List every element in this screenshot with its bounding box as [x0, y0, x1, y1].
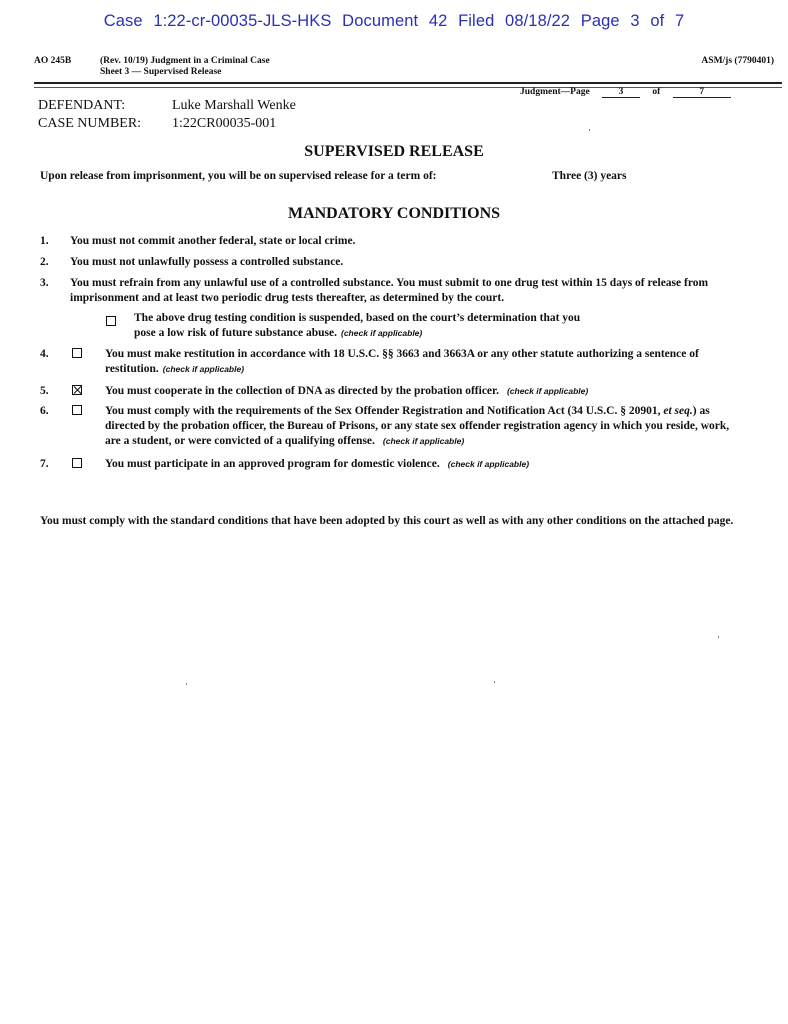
condition-7: [40, 456, 780, 472]
check-if-applicable-note: (check if applicable): [162, 364, 245, 374]
scan-speck: [186, 683, 187, 685]
judgment-page-line: [520, 87, 731, 98]
case-number-row: [38, 116, 276, 132]
scan-speck: [494, 681, 495, 683]
condition-number: 2.: [40, 256, 49, 268]
condition-text: You must participate in an approved program for domestic violence.: [105, 458, 440, 470]
condition-text-line1: You must refrain from any unlawful use of a controlled substance. You must submit to one drug test within 15 days of release from: [70, 277, 709, 289]
check-if-applicable-note: (check if applicable): [382, 436, 465, 446]
term-text: Upon release from imprisonment, you will be on supervised release for a term of:: [40, 170, 437, 182]
scan-speck: [718, 636, 719, 638]
condition-text-line2: directed by the probation officer, the Bureau of Prisons, or any state sex offender registration agency in which you reside, work,: [105, 420, 730, 432]
condition-text-line2: [105, 361, 244, 377]
condition-2: [40, 254, 780, 270]
condition-5: [40, 383, 780, 399]
condition-number: 7.: [40, 458, 49, 470]
standard-conditions-note: You must comply with the standard conditions that have been adopted by this court as well as with any other conditions on the attached page.: [40, 515, 734, 527]
condition-text: You must comply with the requirements of the Sex Offender Registration and Notification Act (34 U.S.C. § 20901,: [105, 405, 664, 417]
condition-number: 6.: [40, 405, 49, 417]
condition-number: 5.: [40, 385, 49, 397]
supervised-release-heading: SUPERVISED RELEASE: [304, 143, 484, 160]
case-number-label: CASE NUMBER:: [38, 116, 142, 131]
judgment-page-label: Judgment—Page: [520, 87, 590, 97]
term-value: Three (3) years: [552, 170, 627, 182]
sex-offender-registration-checkbox[interactable]: [72, 405, 82, 415]
condition-text-line3: [105, 433, 464, 449]
condition-text: You must not unlawfully possess a controlled substance.: [70, 256, 344, 268]
condition-text: ) as: [692, 405, 710, 417]
condition-text-line1: [105, 383, 588, 399]
condition-text: restitution.: [105, 363, 159, 375]
drug-test-suspended-checkbox[interactable]: [106, 316, 116, 326]
defendant-row: [38, 98, 296, 114]
condition-6: [40, 403, 780, 451]
condition-text-line1: [105, 456, 529, 472]
defendant-label: DEFENDANT:: [38, 98, 126, 113]
condition-number: 4.: [40, 348, 49, 360]
condition-3: [40, 275, 780, 345]
condition-text: You must not commit another federal, state or local crime.: [70, 235, 356, 247]
condition-1: [40, 233, 780, 249]
judgment-page-number: 3: [602, 87, 640, 98]
judgment-of-label: of: [652, 87, 661, 97]
case-number-value: 1:22CR00035-001: [172, 116, 277, 131]
condition-4: [40, 346, 780, 378]
condition-subtext: pose a low risk of future substance abuse.: [134, 327, 337, 339]
dna-collection-checkbox[interactable]: [72, 385, 82, 395]
form-title-line2: Sheet 3 — Supervised Release: [100, 67, 222, 77]
condition-text: You must cooperate in the collection of DNA as directed by the probation officer.: [105, 385, 499, 397]
form-reference: ASM/js (7790401): [701, 56, 774, 66]
condition-text-line2: imprisonment and at least two periodic drug tests thereafter, as determined by the court.: [70, 292, 505, 304]
domestic-violence-program-checkbox[interactable]: [72, 458, 82, 468]
condition-subtext-line2: [134, 325, 422, 341]
form-title: [100, 56, 270, 78]
form-id: AO 245B: [34, 56, 72, 66]
mandatory-conditions-heading: MANDATORY CONDITIONS: [287, 205, 501, 222]
check-if-applicable-note: (check if applicable): [506, 386, 589, 396]
condition-text-line1: You must make restitution in accordance with 18 U.S.C. §§ 3663 and 3663A or any other statute authorizing a sentence of: [105, 348, 699, 360]
defendant-name: Luke Marshall Wenke: [172, 98, 296, 113]
check-if-applicable-note: (check if applicable): [340, 328, 423, 338]
condition-number: 3.: [40, 277, 49, 289]
et-seq-italic: et seq.: [663, 405, 693, 417]
check-if-applicable-note: (check if applicable): [447, 459, 530, 469]
condition-subtext-line1: The above drug testing condition is suspended, based on the court’s determination that you: [134, 312, 581, 324]
judgment-page-total: 7: [673, 87, 731, 98]
condition-text-line1: [105, 403, 710, 419]
restitution-checkbox[interactable]: [72, 348, 82, 358]
form-title-line1: (Rev. 10/19) Judgment in a Criminal Case: [100, 56, 270, 66]
condition-text: are a student, or were convicted of a qualifying offense.: [105, 435, 375, 447]
case-banner: Case 1:22-cr-00035-JLS-HKS Document 42 Filed 08/18/22 Page 3 of 7: [103, 12, 685, 30]
scan-speck: [589, 129, 590, 131]
condition-number: 1.: [40, 235, 49, 247]
